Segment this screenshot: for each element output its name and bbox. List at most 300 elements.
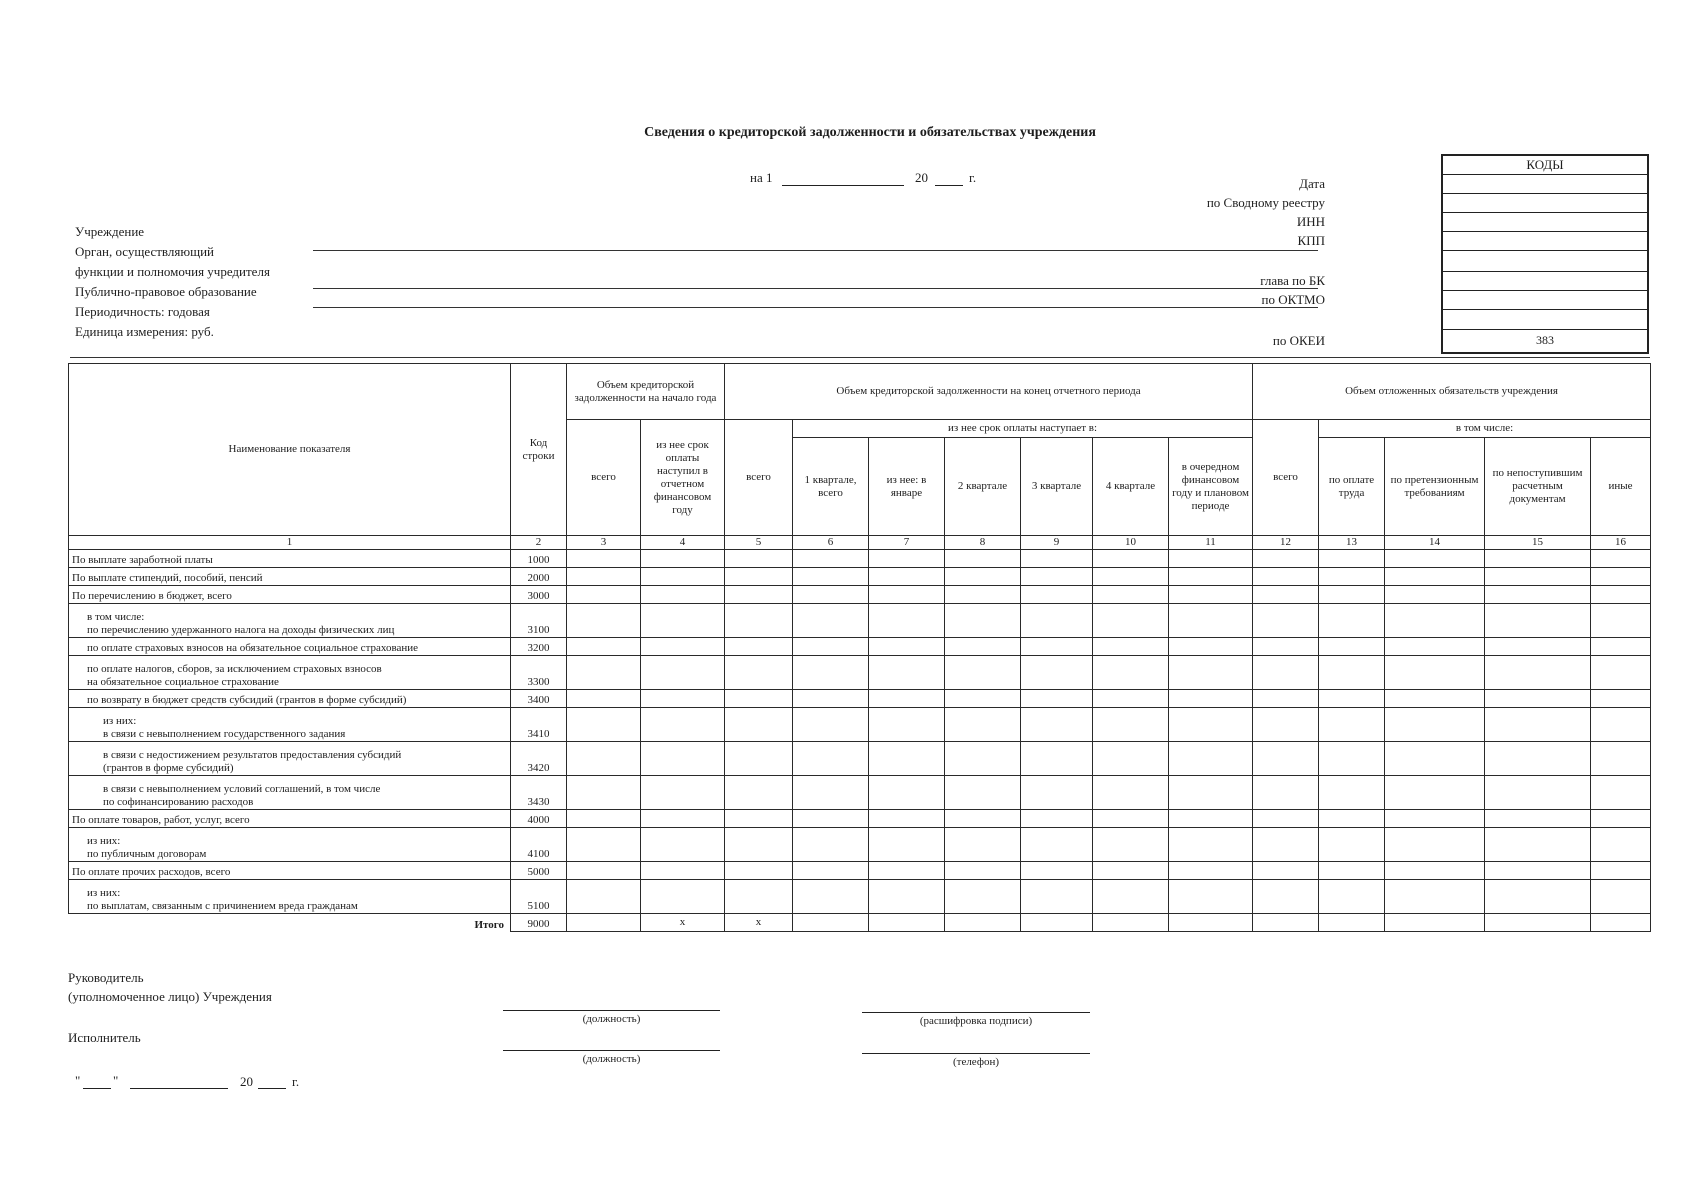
code-kpp-field[interactable] (1443, 232, 1647, 251)
data-cell[interactable] (1591, 550, 1651, 568)
data-cell[interactable] (1485, 776, 1591, 810)
head-position-field[interactable] (503, 1010, 720, 1011)
col-num: 13 (1319, 536, 1385, 550)
code-label-okei: по ОКЕИ (1272, 333, 1325, 348)
data-cell[interactable] (1591, 810, 1651, 828)
data-cell[interactable] (1021, 656, 1093, 690)
total-cell[interactable] (1169, 914, 1253, 932)
data-cell[interactable] (793, 550, 869, 568)
data-cell[interactable] (1319, 586, 1385, 604)
row-code: 4000 (511, 810, 567, 828)
data-cell[interactable] (1093, 568, 1169, 586)
data-cell[interactable] (1485, 586, 1591, 604)
data-cell[interactable] (1385, 708, 1485, 742)
data-cell[interactable] (641, 550, 725, 568)
data-cell[interactable] (725, 828, 793, 862)
data-cell[interactable] (1253, 638, 1319, 656)
row-name-line: в связи с недостижением результатов предоставления субсидий (103, 749, 402, 761)
col-header-q3: 3 квартале (1021, 438, 1093, 536)
data-cell[interactable] (725, 862, 793, 880)
row-name-line: (грантов в форме субсидий) (103, 762, 234, 774)
data-cell[interactable] (1253, 690, 1319, 708)
data-cell[interactable] (945, 656, 1021, 690)
data-cell[interactable] (1485, 880, 1591, 914)
data-cell[interactable] (641, 810, 725, 828)
code-label-kpp: КПП (1297, 233, 1325, 248)
data-cell[interactable] (1385, 690, 1485, 708)
public-entity-field[interactable] (313, 307, 1318, 308)
data-cell[interactable] (1591, 586, 1651, 604)
data-cell[interactable] (1385, 880, 1485, 914)
data-cell[interactable] (1021, 690, 1093, 708)
row-name (69, 690, 511, 708)
data-cell[interactable] (1385, 742, 1485, 776)
date-year-blank[interactable] (935, 185, 963, 186)
data-cell[interactable] (567, 604, 641, 638)
data-cell[interactable] (1385, 810, 1485, 828)
sign-date-day-field[interactable] (83, 1088, 111, 1089)
data-cell[interactable] (567, 776, 641, 810)
data-cell[interactable] (1169, 656, 1253, 690)
data-cell[interactable] (641, 604, 725, 638)
table-row (69, 550, 1651, 568)
data-cell[interactable] (1253, 742, 1319, 776)
row-name (69, 708, 511, 742)
caption-phone: (телефон) (952, 1056, 1000, 1068)
label-public-entity: Публично-правовое образование (75, 284, 257, 299)
data-cell[interactable] (1169, 776, 1253, 810)
caption-decode: (расшифровка подписи) (919, 1015, 1033, 1027)
data-cell[interactable] (1591, 690, 1651, 708)
data-cell[interactable] (1169, 862, 1253, 880)
data-cell[interactable] (641, 568, 725, 586)
label-executor: Исполнитель (68, 1030, 141, 1045)
codes-box (1441, 154, 1649, 354)
total-cell[interactable] (1319, 914, 1385, 932)
data-cell[interactable] (725, 604, 793, 638)
data-cell[interactable] (1021, 742, 1093, 776)
sign-date-month-field[interactable] (130, 1088, 228, 1089)
founder-field[interactable] (313, 288, 1318, 289)
data-cell[interactable] (1093, 810, 1169, 828)
data-cell[interactable] (869, 862, 945, 880)
data-cell[interactable] (1021, 708, 1093, 742)
data-cell[interactable] (641, 880, 725, 914)
data-cell[interactable] (793, 742, 869, 776)
total-cell[interactable] (1021, 914, 1093, 932)
data-cell[interactable] (1093, 586, 1169, 604)
data-cell[interactable] (1169, 810, 1253, 828)
data-cell[interactable] (1485, 742, 1591, 776)
code-okei-value: 383 (1536, 333, 1554, 347)
data-cell[interactable] (567, 586, 641, 604)
col-num: 14 (1385, 536, 1485, 550)
data-cell[interactable] (1253, 604, 1319, 638)
data-cell[interactable] (869, 550, 945, 568)
row-code: 5100 (511, 880, 567, 914)
row-code: 3000 (511, 586, 567, 604)
data-cell[interactable] (1169, 828, 1253, 862)
data-cell[interactable] (725, 638, 793, 656)
institution-field[interactable] (313, 250, 1318, 251)
table-row (69, 708, 1651, 742)
data-cell[interactable] (869, 656, 945, 690)
data-cell[interactable] (1093, 550, 1169, 568)
data-cell[interactable] (793, 810, 869, 828)
row-name (69, 862, 511, 880)
data-cell[interactable] (567, 810, 641, 828)
data-cell[interactable] (567, 690, 641, 708)
data-cell[interactable] (945, 828, 1021, 862)
data-cell[interactable] (641, 742, 725, 776)
label-institution: Учреждение (75, 224, 145, 239)
data-cell[interactable] (793, 828, 869, 862)
data-cell[interactable] (793, 880, 869, 914)
date-day-month-blank[interactable] (782, 185, 904, 186)
data-cell[interactable] (1485, 708, 1591, 742)
data-cell[interactable] (945, 742, 1021, 776)
data-cell[interactable] (1021, 828, 1093, 862)
col-num: 10 (1093, 536, 1169, 550)
data-cell[interactable] (1319, 742, 1385, 776)
data-cell[interactable] (869, 638, 945, 656)
col-header-q2: 2 квартале (945, 438, 1021, 536)
caption-position: (должность) (582, 1013, 641, 1025)
group-header-end: Объем кредиторской задолженности на конец отчетного периода (725, 364, 1253, 420)
code-oktmo-field[interactable] (1443, 291, 1647, 310)
data-cell[interactable] (1021, 586, 1093, 604)
row-name (69, 810, 511, 828)
row-name-line: по оплате страховых взносов на обязательное социальное страхование (87, 642, 419, 654)
data-cell[interactable] (1253, 810, 1319, 828)
data-cell[interactable] (1253, 880, 1319, 914)
data-cell[interactable] (1093, 742, 1169, 776)
code-date-field[interactable] (1443, 175, 1647, 194)
data-cell[interactable] (1253, 586, 1319, 604)
data-cell[interactable] (567, 880, 641, 914)
data-cell[interactable] (1021, 550, 1093, 568)
document-title: Сведения о кредиторской задолженности и обязательствах учреждения (644, 125, 1096, 140)
data-cell[interactable] (945, 880, 1021, 914)
data-cell[interactable] (1319, 862, 1385, 880)
data-cell[interactable] (725, 568, 793, 586)
code-registry-field[interactable] (1443, 194, 1647, 213)
data-cell[interactable] (1591, 568, 1651, 586)
data-cell[interactable] (725, 708, 793, 742)
data-cell[interactable] (567, 656, 641, 690)
row-name-line: по возврату в бюджет средств субсидий (грантов в форме субсидий) (87, 694, 407, 706)
data-cell[interactable] (1169, 690, 1253, 708)
data-cell[interactable] (1169, 568, 1253, 586)
data-cell[interactable] (1319, 656, 1385, 690)
code-inn-field[interactable] (1443, 213, 1647, 232)
executor-position-field[interactable] (503, 1050, 720, 1051)
label-head-authorized: (уполномоченное лицо) Учреждения (68, 989, 272, 1004)
data-cell[interactable] (945, 586, 1021, 604)
data-cell[interactable] (1319, 568, 1385, 586)
code-label-inn: ИНН (1296, 214, 1325, 229)
row-name-line: из них: (87, 887, 121, 899)
data-cell[interactable] (1253, 568, 1319, 586)
data-cell[interactable] (641, 638, 725, 656)
total-cell[interactable] (945, 914, 1021, 932)
date-suffix: г. (969, 170, 977, 185)
data-cell[interactable] (641, 828, 725, 862)
table-row (69, 638, 1651, 656)
sign-date-year-field[interactable] (258, 1088, 286, 1089)
data-cell[interactable] (641, 586, 725, 604)
data-cell[interactable] (1253, 656, 1319, 690)
col-num: 2 (511, 536, 567, 550)
data-cell[interactable] (945, 604, 1021, 638)
data-cell[interactable] (1021, 880, 1093, 914)
data-cell[interactable] (725, 810, 793, 828)
col-header-claims: по претензионным требованиям (1385, 438, 1485, 536)
data-cell[interactable] (869, 568, 945, 586)
row-name (69, 742, 511, 776)
row-name-line: По выплате заработной платы (72, 554, 213, 566)
data-cell[interactable] (1319, 776, 1385, 810)
data-cell[interactable] (1385, 550, 1485, 568)
data-cell[interactable] (641, 690, 725, 708)
table-row (69, 880, 1651, 914)
data-cell[interactable] (1385, 862, 1485, 880)
data-cell[interactable] (567, 568, 641, 586)
data-cell[interactable] (1169, 708, 1253, 742)
data-cell[interactable] (725, 550, 793, 568)
row-name-line: из них: (87, 835, 121, 847)
data-cell[interactable] (1591, 656, 1651, 690)
data-cell[interactable] (1093, 776, 1169, 810)
data-cell[interactable] (793, 656, 869, 690)
row-name (69, 656, 511, 690)
group-header-start: Объем кредиторской задолженности на начало года (567, 364, 725, 420)
data-cell[interactable] (945, 690, 1021, 708)
data-cell[interactable] (1093, 880, 1169, 914)
data-cell[interactable] (1385, 638, 1485, 656)
data-cell[interactable] (1485, 690, 1591, 708)
row-code: 3400 (511, 690, 567, 708)
head-decode-field[interactable] (862, 1012, 1090, 1013)
data-cell[interactable] (945, 638, 1021, 656)
row-name-line: из них: (103, 715, 137, 727)
col-num: 7 (869, 536, 945, 550)
row-name-line: по перечислению удержанного налога на доходы физических лиц (87, 624, 395, 636)
data-cell[interactable] (1485, 550, 1591, 568)
caption-position: (должность) (582, 1053, 641, 1065)
table-row (69, 862, 1651, 880)
col-num: 4 (641, 536, 725, 550)
data-cell[interactable] (945, 810, 1021, 828)
data-cell[interactable] (869, 690, 945, 708)
col-num: 1 (69, 536, 511, 550)
data-cell[interactable] (1093, 862, 1169, 880)
data-cell[interactable] (725, 656, 793, 690)
data-cell[interactable] (1385, 656, 1485, 690)
data-cell[interactable] (641, 776, 725, 810)
data-cell[interactable] (1319, 690, 1385, 708)
data-cell[interactable] (1385, 568, 1485, 586)
data-cell[interactable] (793, 586, 869, 604)
data-cell[interactable] (641, 862, 725, 880)
col-num: 8 (945, 536, 1021, 550)
row-name-line: По перечислению в бюджет, всего (72, 590, 232, 602)
data-cell[interactable] (1591, 638, 1651, 656)
data-cell[interactable] (1021, 638, 1093, 656)
col-num: 15 (1485, 536, 1591, 550)
table-row (69, 656, 1651, 690)
data-cell[interactable] (1093, 708, 1169, 742)
data-cell[interactable] (869, 604, 945, 638)
total-cell[interactable] (793, 914, 869, 932)
total-cell[interactable] (1093, 914, 1169, 932)
col-header-code: Код строки (511, 364, 567, 536)
row-name-line: по публичным договорам (87, 848, 207, 860)
code-label-registry: по Сводному реестру (1206, 195, 1325, 210)
data-cell[interactable] (869, 880, 945, 914)
data-cell[interactable] (945, 550, 1021, 568)
data-cell[interactable] (1319, 638, 1385, 656)
data-cell[interactable] (725, 586, 793, 604)
data-cell[interactable] (1485, 638, 1591, 656)
data-cell[interactable] (1485, 862, 1591, 880)
data-cell[interactable] (1253, 828, 1319, 862)
data-cell[interactable] (1169, 586, 1253, 604)
data-cell[interactable] (1093, 604, 1169, 638)
data-cell[interactable] (869, 810, 945, 828)
row-name-line: в связи с невыполнением условий соглашений, в том числе (103, 783, 381, 795)
data-cell[interactable] (1253, 550, 1319, 568)
data-cell[interactable] (1385, 776, 1485, 810)
data-cell[interactable] (1591, 828, 1651, 862)
row-name-line: По оплате товаров, работ, услуг, всего (72, 814, 250, 826)
data-cell[interactable] (1093, 656, 1169, 690)
total-cell[interactable] (1591, 914, 1651, 932)
executor-phone-field[interactable] (862, 1053, 1090, 1054)
data-cell[interactable] (567, 828, 641, 862)
data-cell[interactable] (1021, 862, 1093, 880)
data-cell[interactable] (567, 742, 641, 776)
data-cell[interactable] (567, 638, 641, 656)
row-code: 3300 (511, 656, 567, 690)
data-cell[interactable] (869, 586, 945, 604)
total-cell[interactable] (1253, 914, 1319, 932)
code-extra-field[interactable] (1443, 310, 1647, 330)
data-cell[interactable] (1093, 690, 1169, 708)
data-cell[interactable] (793, 568, 869, 586)
code-empty-field[interactable] (1443, 251, 1647, 272)
data-cell[interactable] (725, 776, 793, 810)
data-cell[interactable] (1319, 828, 1385, 862)
liabilities-table (68, 363, 1651, 932)
data-cell[interactable] (1319, 880, 1385, 914)
data-cell[interactable] (1485, 656, 1591, 690)
data-cell[interactable] (1169, 742, 1253, 776)
data-cell[interactable] (869, 776, 945, 810)
data-cell[interactable] (1021, 810, 1093, 828)
data-cell[interactable] (945, 776, 1021, 810)
data-cell[interactable] (1093, 638, 1169, 656)
total-cell-x: x (725, 914, 793, 932)
data-cell[interactable] (1253, 862, 1319, 880)
data-cell[interactable] (1319, 550, 1385, 568)
data-cell[interactable] (1591, 708, 1651, 742)
data-cell[interactable] (793, 776, 869, 810)
data-cell[interactable] (1319, 810, 1385, 828)
col-num: 3 (567, 536, 641, 550)
data-cell[interactable] (725, 880, 793, 914)
row-name (69, 568, 511, 586)
data-cell[interactable] (869, 708, 945, 742)
row-name (69, 586, 511, 604)
row-code: 3430 (511, 776, 567, 810)
total-cell[interactable] (1385, 914, 1485, 932)
col-num: 6 (793, 536, 869, 550)
data-cell[interactable] (793, 604, 869, 638)
data-cell[interactable] (567, 708, 641, 742)
data-cell[interactable] (1169, 880, 1253, 914)
row-code: 1000 (511, 550, 567, 568)
data-cell[interactable] (793, 690, 869, 708)
col-header-total-end: всего (725, 420, 793, 536)
data-cell[interactable] (1253, 776, 1319, 810)
data-cell[interactable] (793, 862, 869, 880)
data-cell[interactable] (567, 862, 641, 880)
data-cell[interactable] (1319, 708, 1385, 742)
data-cell[interactable] (1169, 604, 1253, 638)
data-cell[interactable] (1485, 568, 1591, 586)
data-cell[interactable] (1319, 604, 1385, 638)
data-cell[interactable] (1253, 708, 1319, 742)
data-cell[interactable] (641, 656, 725, 690)
data-cell[interactable] (1485, 604, 1591, 638)
data-cell[interactable] (1385, 586, 1485, 604)
data-cell[interactable] (641, 708, 725, 742)
data-cell[interactable] (1169, 638, 1253, 656)
data-cell[interactable] (1591, 604, 1651, 638)
data-cell[interactable] (1385, 604, 1485, 638)
data-cell[interactable] (945, 708, 1021, 742)
data-cell[interactable] (793, 638, 869, 656)
data-cell[interactable] (1385, 828, 1485, 862)
data-cell[interactable] (567, 550, 641, 568)
data-cell[interactable] (869, 742, 945, 776)
data-cell[interactable] (725, 690, 793, 708)
data-cell[interactable] (1021, 568, 1093, 586)
data-cell[interactable] (1591, 862, 1651, 880)
sign-date-year-prefix: 20 (240, 1074, 253, 1089)
data-cell[interactable] (1169, 550, 1253, 568)
data-cell[interactable] (725, 742, 793, 776)
data-cell[interactable] (869, 828, 945, 862)
data-cell[interactable] (945, 862, 1021, 880)
total-cell[interactable] (1485, 914, 1591, 932)
data-cell[interactable] (1591, 742, 1651, 776)
data-cell[interactable] (1021, 776, 1093, 810)
col-header-overdue: из нее срок оплаты наступил в отчетном финансовом году (641, 420, 725, 536)
data-cell[interactable] (1021, 604, 1093, 638)
total-cell[interactable] (567, 914, 641, 932)
total-cell[interactable] (869, 914, 945, 932)
code-bk-field[interactable] (1443, 272, 1647, 291)
data-cell[interactable] (1591, 776, 1651, 810)
data-cell[interactable] (1093, 828, 1169, 862)
data-cell[interactable] (793, 708, 869, 742)
data-cell[interactable] (1591, 880, 1651, 914)
data-cell[interactable] (945, 568, 1021, 586)
data-cell[interactable] (1485, 810, 1591, 828)
data-cell[interactable] (1485, 828, 1591, 862)
